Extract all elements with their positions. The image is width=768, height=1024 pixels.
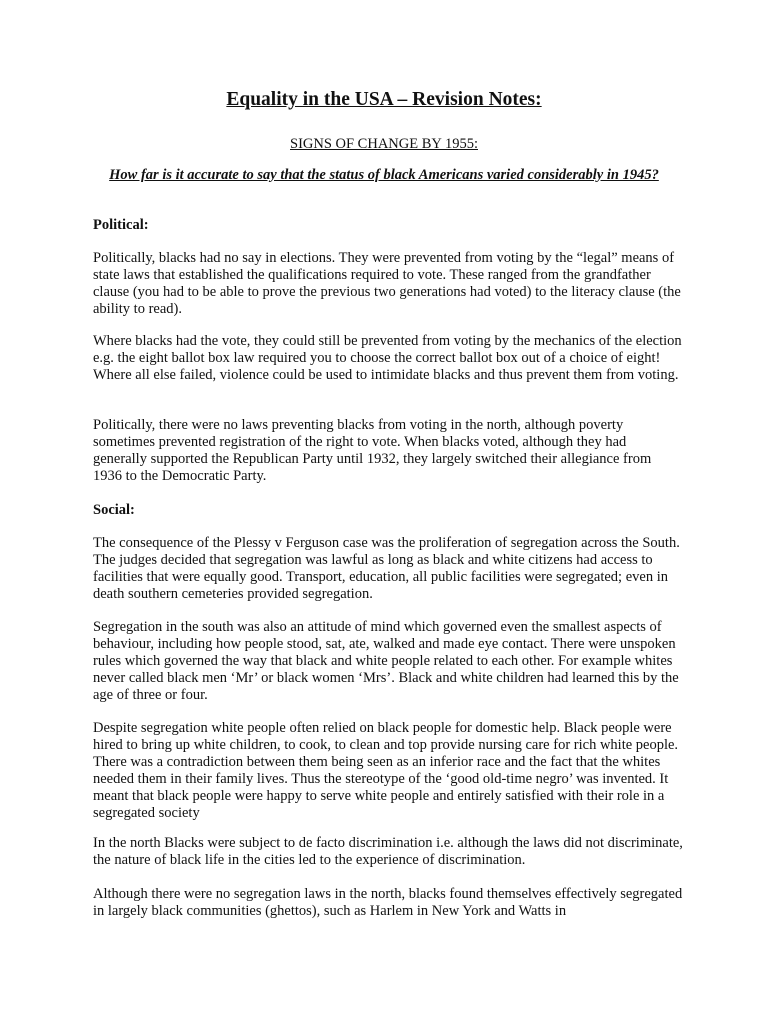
essay-question: How far is it accurate to say that the status of black Americans varied considerably in 1945?: [109, 167, 659, 183]
paragraph-social-1: The consequence of the Plessy v Ferguson case was the proliferation of segregation across the South. The judges decided that segregation was lawful as long as black and white citizens had access to facilities that were equally good. Transport, education, all public facilities were segregated; even in death southern cemeteries provided segregation.: [93, 535, 680, 603]
document-title: Equality in the USA – Revision Notes:: [226, 89, 542, 110]
paragraph-political-2: Where blacks had the vote, they could still be prevented from voting by the mechanics of the election e.g. the eight ballot box law required you to choose the correct ballot box out of a choice of eight! Where all else failed, violence could be used to intimidate blacks and thus prevent them from voting.: [93, 333, 682, 384]
section-heading-political: Political:: [93, 217, 149, 233]
paragraph-social-4: In the north Blacks were subject to de facto discrimination i.e. although the laws did not discriminate, the nature of black life in the cities led to the experience of discrimination.: [93, 835, 683, 869]
section-heading-social: Social:: [93, 502, 135, 518]
paragraph-political-3: Politically, there were no laws preventing blacks from voting in the north, although poverty sometimes prevented registration of the right to vote. When blacks voted, although they had generally supported the Republican Party until 1932, they largely switched their allegiance from 1936 to the Democratic Party.: [93, 417, 652, 485]
document-subtitle: SIGNS OF CHANGE BY 1955:: [290, 136, 478, 152]
paragraph-social-2: Segregation in the south was also an attitude of mind which governed even the smallest aspects of behaviour, including how people stood, sat, ate, walked and made eye contact. There were unspoken rules which governed the way that black and white people related to each other. For example whites never called black men ‘Mr’ or black women ‘Mrs’. Black and white children had learned this by the age of three or four.: [93, 619, 679, 704]
paragraph-social-5: Although there were no segregation laws in the north, blacks found themselves effectively segregated in largely black communities (ghettos), such as Harlem in New York and Watts in: [93, 886, 683, 920]
paragraph-political-1: Politically, blacks had no say in elections. They were prevented from voting by the “legal” means of state laws that established the qualifications required to vote. These ranged from the grandfather clause (you had to be able to prove the previous two generations had voted) to the literacy clause (the ability to read).: [93, 250, 681, 318]
paragraph-social-3: Despite segregation white people often relied on black people for domestic help. Black people were hired to bring up white children, to cook, to clean and top provide nursing care for rich white people. There was a contradiction between them being seen as an inferior race and the fact that the whites needed them in their family lives. Thus the stereotype of the ‘good old-time negro’ was invented. It meant that black people were happy to serve white people and entirely satisfied with their role in a segregated society: [93, 720, 679, 822]
